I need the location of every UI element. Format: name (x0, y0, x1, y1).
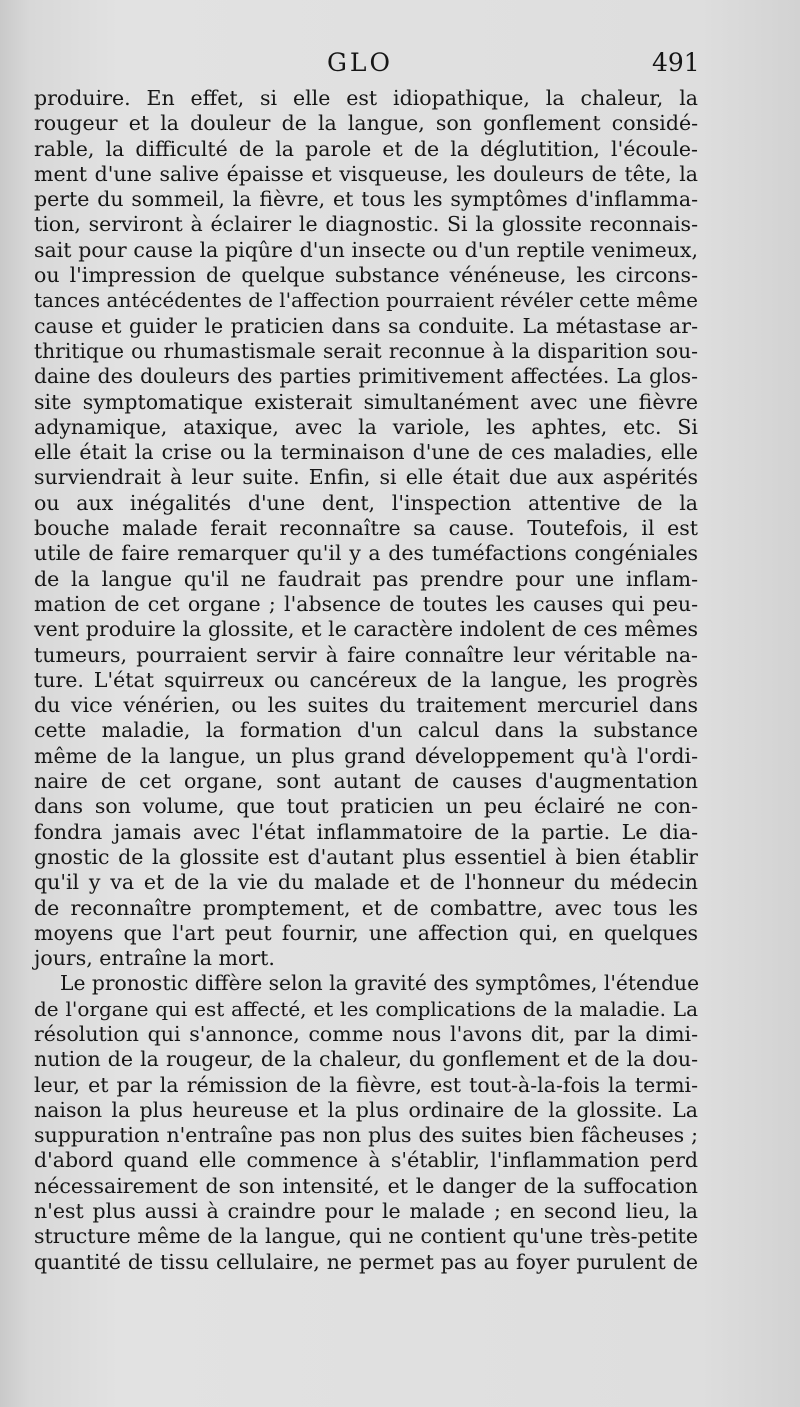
text-line: de l'organe qui est affecté, et les complications de la maladie. La (34, 996, 698, 1021)
text-line: ou aux inégalités d'une dent, l'inspection attentive de la (34, 490, 698, 515)
text-line: bouche malade ferait reconnaître sa cause. Toutefois, il est (34, 516, 698, 541)
text-line: site symptomatique existerait simultanément avec une fièvre (34, 389, 698, 414)
text-line: mation de cet organe ; l'absence de toutes les causes qui peu- (34, 591, 698, 616)
text-line: sait pour cause la piqûre d'un insecte ou d'un reptile venimeux, (34, 237, 698, 262)
text-line: tion, serviront à éclairer le diagnostic. Si la glossite reconnais- (34, 212, 698, 237)
text-line: naire de cet organe, sont autant de causes d'augmentation (34, 769, 698, 794)
text-line: ment d'une salive épaisse et visqueuse, les douleurs de tête, la (34, 161, 698, 186)
text-line: résolution qui s'annonce, comme nous l'avons dit, par la dimi- (34, 1021, 698, 1046)
text-line: de la langue qu'il ne faudrait pas prendre pour une inflam- (34, 566, 698, 591)
text-line: rable, la difficulté de la parole et de la déglutition, l'écoule- (34, 136, 698, 161)
text-line: moyens que l'art peut fournir, une affection qui, en quelques (34, 920, 698, 945)
paragraph (34, 971, 698, 1275)
text-line: du vice vénérien, ou les suites du traitement mercuriel dans (34, 693, 698, 718)
text-line: fondra jamais avec l'état inflammatoire de la partie. Le dia- (34, 819, 698, 844)
text-line: cette maladie, la formation d'un calcul dans la substance (34, 718, 698, 743)
text-line: d'abord quand elle commence à s'établir, l'inflammation perd (34, 1148, 698, 1173)
text-line: de reconnaître promptement, et de combattre, avec tous les (34, 895, 698, 920)
text-line: nution de la rougeur, de la chaleur, du gonflement et de la dou- (34, 1047, 698, 1072)
text-line: elle était la crise ou la terminaison d'une de ces maladies, elle (34, 440, 698, 465)
text-line: n'est plus aussi à craindre pour le malade ; en second lieu, la (34, 1199, 698, 1224)
text-line: rougeur et la douleur de la langue, son gonflement considé- (34, 111, 698, 136)
text-line: tumeurs, pourraient servir à faire connaître leur véritable na- (34, 642, 698, 667)
text-line: surviendrait à leur suite. Enfin, si elle était due aux aspérités (34, 465, 698, 490)
text-line: qu'il y va et de la vie du malade et de l'honneur du médecin (34, 870, 698, 895)
running-header (0, 46, 800, 82)
text-line: Le pronostic diffère selon la gravité des symptômes, l'étendue (60, 971, 700, 996)
text-line: vent produire la glossite, et le caractère indolent de ces mêmes (34, 617, 698, 642)
text-line: cause et guider le praticien dans sa conduite. La métastase ar- (34, 313, 698, 338)
text-line: dans son volume, que tout praticien un peu éclairé ne con- (34, 794, 698, 819)
text-line: utile de faire remarquer qu'il y a des tuméfactions congéniales (34, 541, 698, 566)
text-line: thritique ou rhumastismale serait reconnue à la disparition sou- (34, 338, 698, 363)
text-line: perte du sommeil, la fièvre, et tous les symptômes d'inflamma- (34, 187, 698, 212)
text-line: ture. L'état squirreux ou cancéreux de la langue, les progrès (34, 667, 698, 692)
page-number: 491 (652, 48, 700, 77)
text-line: naison la plus heureuse et la plus ordinaire de la glossite. La (34, 1097, 698, 1122)
text-line: ou l'impression de quelque substance vénéneuse, les circons- (34, 263, 698, 288)
text-line: daine des douleurs des parties primitivement affectées. La glos- (34, 364, 698, 389)
text-line: quantité de tissu cellulaire, ne permet pas au foyer purulent de (34, 1249, 698, 1274)
text-line: même de la langue, un plus grand développement qu'à l'ordi- (34, 743, 698, 768)
text-line: suppuration n'entraîne pas non plus des suites bien fâcheuses ; (34, 1123, 698, 1148)
text-line: leur, et par la rémission de la fièvre, est tout-à-la-fois la termi- (34, 1072, 698, 1097)
text-line: jours, entraîne la mort. (34, 946, 275, 971)
text-line: structure même de la langue, qui ne contient qu'une très-petite (34, 1224, 698, 1249)
running-title: GLO (326, 48, 394, 77)
text-line: nécessairement de son intensité, et le danger de la suffocation (34, 1173, 698, 1198)
paragraph (34, 86, 698, 971)
text-body (34, 86, 698, 1275)
text-line: gnostic de la glossite est d'autant plus essentiel à bien établir (34, 844, 698, 869)
text-line: tances antécédentes de l'affection pourraient révéler cette même (34, 288, 698, 313)
text-line: produire. En effet, si elle est idiopathique, la chaleur, la (34, 86, 698, 110)
text-line: adynamique, ataxique, avec la variole, les aphtes, etc. Si (34, 414, 698, 439)
